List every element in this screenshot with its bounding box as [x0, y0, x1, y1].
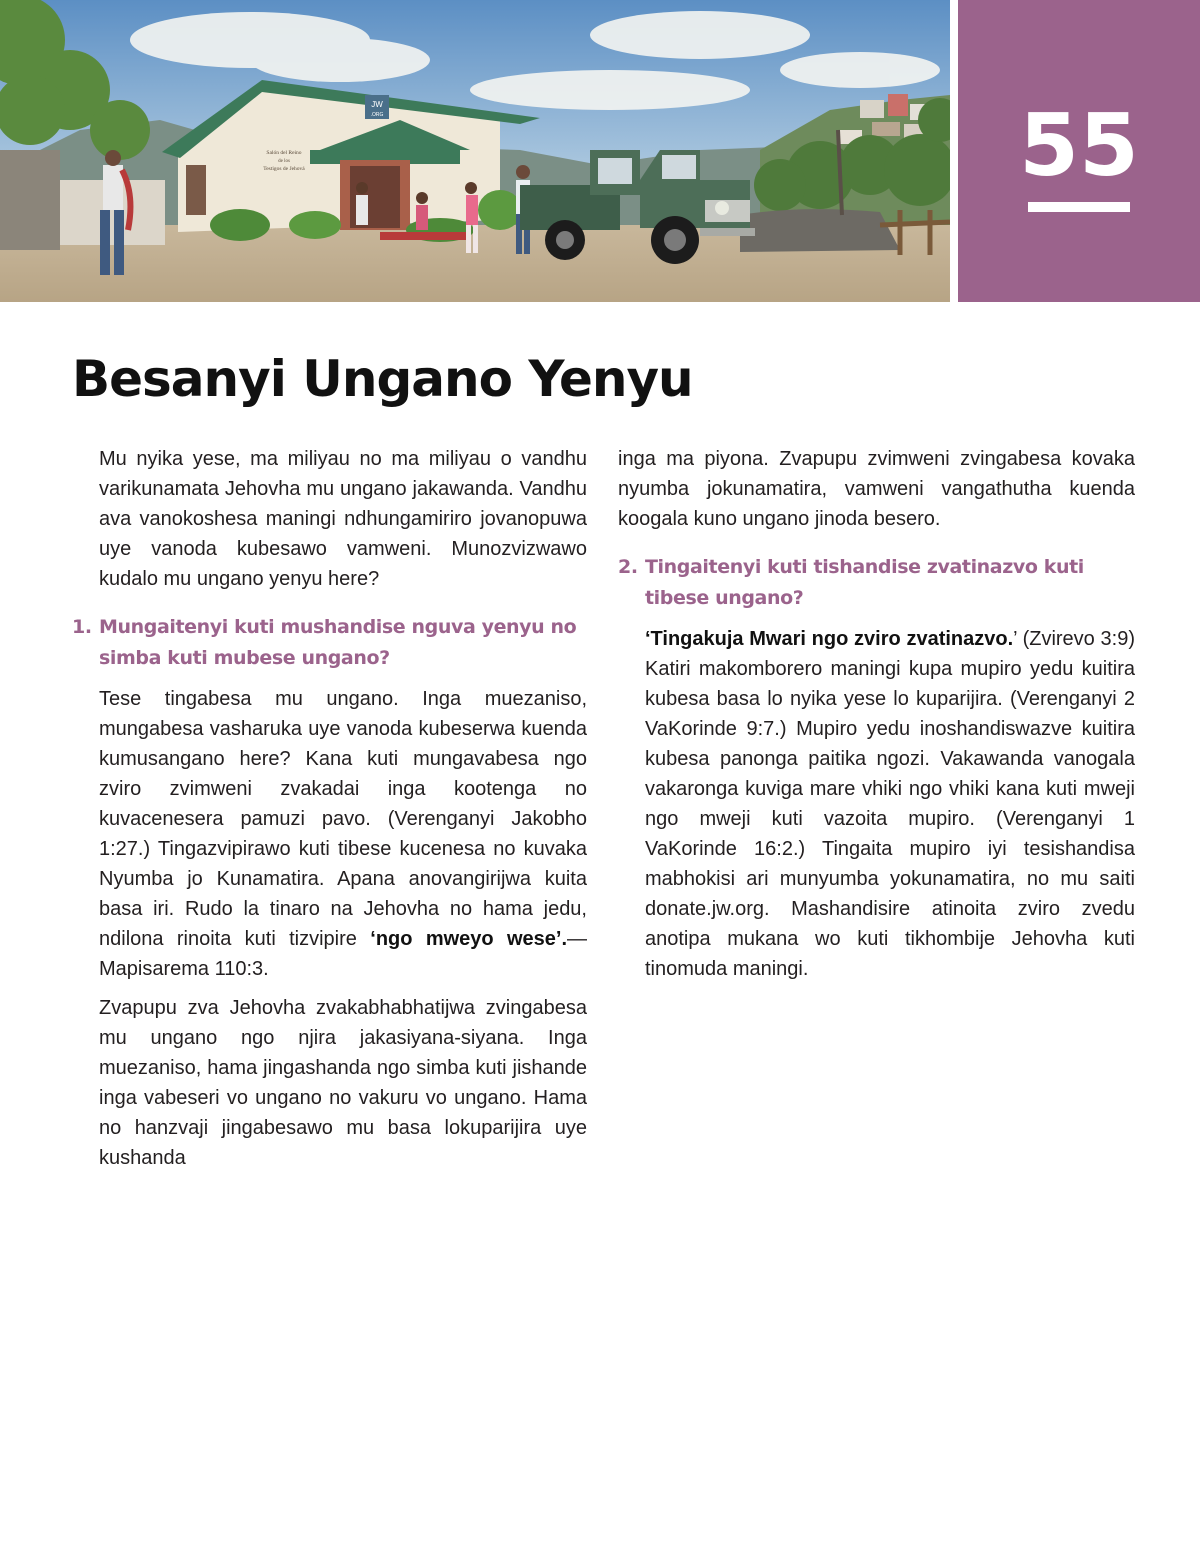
section-1-paragraph-2-continued: inga ma piyona. Zvapupu zvimweni zvingabesa kovaka nyumba jokunamatira, vamweni vangathutha kuenda koogala kuno ungano jinoda besero. [618, 448, 1135, 530]
section-1-scripture-citation: —Mapisarema 110:3. [99, 928, 587, 980]
jw-logo-top: JW [371, 100, 383, 109]
question-2-number: 2. [618, 556, 638, 578]
lesson-number: 55 [1019, 96, 1139, 196]
jw-logo-bottom: .ORG [370, 112, 384, 118]
left-column [72, 444, 587, 1182]
kingdom-hall-illustration [0, 0, 950, 302]
lesson-number-underline [1028, 202, 1130, 212]
section-1-paragraph-1 [72, 684, 587, 984]
right-column [618, 444, 1135, 993]
hall-sign-line1: Salón del Reino [266, 150, 302, 156]
section-2-scripture-quote: ‘Tingakuja Mwari ngo zviro zvatinazvo. [645, 628, 1014, 650]
question-1 [72, 612, 587, 674]
question-1-text: Mungaitenyi kuti mushandise nguva yenyu no simba kuti mubese ungano? [99, 616, 577, 669]
section-2-paragraph-1 [618, 624, 1135, 984]
hall-sign-line2: de los [278, 159, 290, 164]
section-1-scripture-quote: ‘ngo mweyo wese’. [370, 928, 567, 950]
hall-sign-line3: Testigos de Jehová [263, 166, 305, 172]
section-2-paragraph-1-text: ’ (Zvirevo 3:9) Katiri makomborero maningi kupa mupiro yedu kuitira kubesa basa lo nyika yese lo kuparijira. (Verenganyi 2 VaKorinde 9:7.) Mupiro yedu inoshandiswazve kuitira kubesa panonga paitika ngozi. Vakawanda vanogala vakaronga kuviga mare vhiki ngo vhiki kana kuti mweji ngo mweji kuti vazoita mupiro. (Verenganyi 1 VaKorinde 16:2.) Tingaita mupiro iyi tesishandisa mabhokisi ari munyumba yokunamatira, no mu saiti donate.jw.org. Mashandisire atinoita zviro zvedu anotipa mukana wo kuti tikhombije Jehovha kuti tinomuda maningi. [645, 628, 1135, 980]
question-2-text: Tingaitenyi kuti tishandise zvatinazvo kuti tibese ungano? [645, 556, 1084, 609]
page-title: Besanyi Ungano Yenyu [72, 350, 693, 408]
lesson-number-panel [958, 0, 1200, 302]
question-2 [618, 552, 1135, 614]
question-1-number: 1. [72, 616, 92, 638]
hero-image [0, 0, 950, 302]
section-1-paragraph-1-text: Tese tingabesa mu ungano. Inga muezaniso, mungabesa vasharuka uye vanoda kubeserwa kuenda kumusangano here? Kana kuti mungavabesa ngo zviro zvimweni zvakadai inga kootenga no kuvacenesera pamuzi pavo. (Verenganyi Jakobho 1:27.) Tingazvipirawo kuti tibese kucenesa no kuvaka Nyumba jo Kunamatira. Apana anovangirijwa kuita basa iri. Rudo la tinaro na Jehovha no hama jedu, ndilona rinoita kuti tizvipire [99, 688, 587, 950]
section-1-paragraph-2: Zvapupu zva Jehovha zvakabhabhatijwa zvingabesa mu ungano ngo njira jakasiyana-siyana. Inga muezaniso, hama jingashanda ngo simba kuti jishande inga vabeseri vo ungano no vakuru vo ungano. Hama no hanzvaji jingabesawo mu basa lokuparijira uye kushanda [99, 997, 587, 1169]
intro-paragraph: Mu nyika yese, ma miliyau no ma miliyau o vandhu varikunamata Jehovha mu ungano jakawanda. Vandhu ava vanokoshesa maningi ndhungamiriro jovanopuwa uye vanoda kubesawo vamweni. Munozvizwawo kudalo mu ungano yenyu here? [99, 448, 587, 590]
